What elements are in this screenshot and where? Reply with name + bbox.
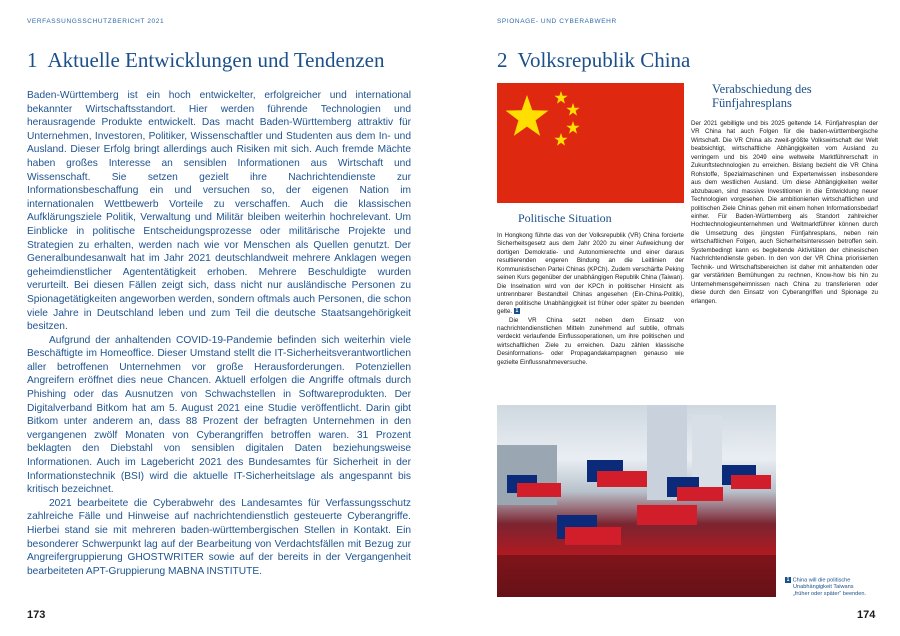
- chapter-number: 2: [497, 48, 508, 72]
- china-flag-image: [497, 83, 684, 203]
- running-head-left: VERFASSUNGSSCHUTZBERICHT 2021: [27, 18, 165, 25]
- flag-stars-icon: [497, 83, 684, 203]
- chapter-title: Aktuelle Entwicklungen und Tendenzen: [47, 48, 385, 72]
- caption-line: „früher oder später“ beenden.: [793, 591, 867, 598]
- section-text-politische-situation: [497, 232, 684, 367]
- rally-photo-illustration: [497, 405, 776, 597]
- body-text-left: [27, 89, 411, 578]
- paragraph: Baden-Württemberg ist ein hoch entwickelter, erfolgreicher und international bekannter Wirtschaftsstandort. Hier werden führende Technologien und herausragende Produkte entwickelt. Das macht Baden-Württemberg attraktiv für Unternehmen, Investoren, Politiker, Wissenschaftler und Studenten aus dem In- und Ausland. Dieser Erfolg bringt allerdings auch Risiken mit sich. Auch fremde Mächte haben großes Interesse an sensiblen Informationen aus Wirtschaft und Wissenschaft. Sie setzen gezielt ihre Nachrichtendienste zur Informationsbeschaffung ein und versuchen so, der eigenen Nation im internationalen Wettbewerb Vorteile zu verschaffen. Auch die klassischen Aufklärungsziele Politik, Verwaltung und Militär bleiben weiterhin hochrelevant. Um Einblicke in politische Entscheidungsprozesse oder militärische Projekte und Strategien zu erhalten, werden nach wie vor Menschen als Quellen genutzt. Der Generalbundesanwalt hat im Jahr 2021 deutschlandweit mehrere Anklagen wegen geheimdienstlicher Agententätigkeit erhoben. Mehrere Beschuldigte wurden verurteilt. Bei diesen Fällen zeigt sich, dass nicht nur ausländische Personen zu Spionagetätigkeiten angeworben werden, sondern oftmals auch Personen, die schon viele Jahre in Deutschland leben und zum Teil die deutsche Staatsangehörigkeit besitzen.: [27, 90, 411, 333]
- paragraph: 2021 bearbeitete die Cyberabwehr des Landesamtes für Verfassungsschutz zahlreiche Fälle und Hinweise auf nachrichtendienstlich gesteuerte Cyberangriffe. Hierbei stand sie mit mehreren baden-württembergischen Stellen in Kontakt. Ein besonderer Schwerpunkt lag auf der Bearbeitung von Verdachtsfällen mit Bezug zur Angreifergruppierung GHOSTWRITER sowie auf der bereits in der Vergangenheit bearbeiteten APT-Gruppierung MABNA INSTITUTE.: [27, 497, 411, 577]
- page-number-right: 174: [857, 609, 876, 621]
- caption-text: China will die politische: [792, 577, 851, 584]
- running-head-right: SPIONAGE- UND CYBERABWEHR: [497, 18, 617, 25]
- paragraph: Aufgrund der anhaltenden COVID-19-Pandemie befinden sich weiterhin viele Beschäftigte im Homeoffice. Dieser Umstand stellt die IT-Sicherheitsverantwortlichen aller betroffenen Unternehmen vor große Herausforderungen. Potenziellen Angreifern eröffnet dies neue Chancen. Aktuell erfolgen die Angriffe oftmals durch Phishing oder das Ausnutzen von Schwachstellen in Softwareprodukten. Der Digitalverband Bitkom hat am 5. August 2021 eine Studie veröffentlicht. Darin gibt Bitkom unter anderem an, dass 88 Prozent der befragten Unternehmen in den vergangenen zwölf Monaten von Cyberangriffen betroffen waren. 31 Prozent beklagten den Diebstahl von sensiblen digitalen Daten beziehungsweise Informationen. Auch im Lagebericht 2021 des Bundesamtes für Sicherheit in der Informationstechnik (BSI) wird die aktuelle IT-Sicherheitslage als angespannt bis kritisch bezeichnet.: [27, 334, 411, 496]
- section-title-line: Fünfjahresplans: [712, 96, 792, 110]
- section-title-line: Verabschiedung des: [712, 82, 812, 96]
- caption-line: Unabhängigkeit Taiwans: [793, 584, 854, 591]
- footnote-badge: 1: [515, 308, 519, 315]
- chapter-number: 1: [27, 48, 38, 72]
- taiwan-rally-photo: [497, 405, 776, 597]
- section-title-fuenfjahresplan: [712, 82, 812, 110]
- page-number-left: 173: [27, 609, 46, 621]
- paragraph: [497, 232, 684, 317]
- chapter-title: Volksrepublik China: [517, 48, 691, 72]
- photo-caption: [785, 577, 895, 598]
- paragraph: Die VR China setzt neben dem Einsatz von nachrichtendienstlichen Mitteln zunehmend auf subtile, oftmals verdeckt verlaufende Einflussoperationen, um ihre politischen und wirtschaftlichen Ziele zu erreichen. Dazu zählen klassische Desinformations- oder Propagandakampagnen genauso wie gezielte Einflussnahmeversuche.: [497, 316, 684, 366]
- caption-badge: 1: [786, 577, 790, 583]
- chapter-heading-left: [27, 48, 384, 72]
- section-title-politische-situation: Politische Situation: [518, 211, 612, 225]
- chapter-heading-right: [497, 48, 690, 72]
- paragraph-text: In Hongkong führte das von der Volksrepublik (VR) China forcierte Sicherheitsgesetz aus dem Jahr 2020 zu einer Aufweichung der dortigen Demokratie- und Autonomierechte und einer daraus resultierenden engeren Bindung an die Leitlinien der Kommunistischen Partei Chinas (KPCh). Zudem verschärfte Peking seinen Kurs gegenüber der unabhängigen Republik China (Taiwan). Die Inselnation wird von der KPCh in politischer Hinsicht als untrennbarer Bestandteil Chinas angesehen (Ein-China-Politik), deren politische Unabhängigkeit ist früher oder später zu beenden gelte.: [497, 232, 684, 316]
- paragraph: Der 2021 gebilligte und bis 2025 geltende 14. Fünfjahresplan der VR China hat auch Folgen für die baden-württembergische Wirtschaft. Die VR China als zweit-größte Volkswirtschaft der Welt beabsichtigt, wirtschaftliche Abhängigkeiten vom Ausland zu verringern und bis 2049 eine weltweite Marktführerschaft in Zukunftstechnologien zu erreichen. Bislang bezieht die VR China Rohstoffe, Spezialmaschinen und Expertenwissen insbesondere aus dem westlichen Ausland. Um diese Abhängigkeiten weiter abzubauen, sind massive Investitionen in die Entwicklung neuer Technologien vorgesehen. Die ambitionierten wirtschaftlichen und politischen Ziele Chinas gehen mit einem hohen Informationsbedarf einher. Für Baden-Württemberg als Standort zahlreicher Hochtechnologieunternehmen und Weltmarktführer können durch die Umsetzung des jüngsten Fünfjahresplans, neben rein wirtschaftlichen Folgen, auch Sicherheitsinteressen betroffen sein. Systembedingt kann es begleitende Aktivitäten der chinesischen Nachrichtendienste geben. In den von der VR China priorisierten Technik- und Wirtschaftsbereichen ist daher mit anhaltenden oder gar verstärkten Bemühungen zu rechnen, Know-how bis hin zu Unternehmensgeheimnissen nach China zu transferieren oder diese durch den Einsatz von Cyberangriffen und Spionage zu erlangen.: [691, 120, 878, 305]
- section-text-fuenfjahresplan: [691, 120, 878, 306]
- caption-line: [785, 577, 895, 584]
